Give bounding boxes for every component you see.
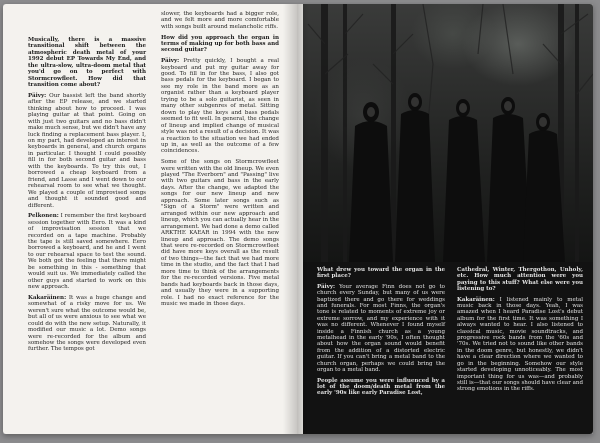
left-page-column-2: [161, 11, 279, 312]
speaker-name: Kakaräinen:: [28, 294, 67, 301]
speaker-name: Pelkonen:: [28, 213, 59, 220]
speaker-name: Kakaräinen:: [457, 296, 495, 303]
answer-text: Your average Finn does not go to church every Sunday, but many of us were baptized there and go there for weddings and funerals. For most Finns, the organ's tone is related to moments of extreme joy or extreme sorrow, and my experience with it was no different. Whenever I found myself inside a Finnish church as a young metalhead in the early '90s, I often thought about how the organ sound would benefit from the addition of a distorted electric guitar. If you can't bring a metal band to the church organ, perhaps we could bring the organ to a metal band.: [317, 283, 445, 374]
interview-answer: [28, 213, 146, 290]
speaker-name: Päivy:: [317, 283, 336, 290]
speaker-name: Päivy:: [161, 58, 180, 65]
interview-question: Cathedral, Winter, Thergothon, Unholy, etc. How much attention were you paying to this stuff? What else were you listening to?: [457, 267, 583, 293]
interview-answer: [161, 159, 279, 307]
interview-question: What drew you toward the organ in the first place?: [317, 267, 445, 280]
right-page-column-1: [317, 267, 445, 401]
left-page: [3, 4, 297, 434]
interview-question: How did you approach the organ in terms of making up for both bass and second guitar?: [161, 34, 279, 54]
answer-text: slower, the keyboards had a bigger role, and we felt more and more comfortable with songs built around melancholic riffs.: [161, 11, 279, 30]
answer-text: Pretty quickly, I bought a real keyboard and put my guitar away for good. To fill in for the bass, I also got bass pedals for the keyboard. I began to see my role in the band more as an organist rather than a keyboard player trying to be a solo guitarist, as seen in many other subgenres of metal. Sitting down to play the keys and bass pedals seemed to fit well. In general, the change of lineup and implied change of musical style was not a result of a decision. It was a reaction to the situation we had ended up in, as well as the outcome of a few coincidences.: [161, 58, 279, 155]
band-photo: [303, 4, 593, 262]
answer-text: It was a huge change and somewhat of a risky move for us. We weren't sure what the outcome would be, but all of us were anxious to see what we could do with the new setup. Naturally, it modified our music a lot. Demo songs were re-recorded for the album and somehow the songs were developed even further. The tempos got: [28, 294, 146, 353]
right-page-column-2: [457, 267, 583, 397]
left-page-column-1: [28, 37, 146, 357]
interview-question: People assume you were influenced by a lot of the doom/death metal from the early '90s like early Paradise Lost,: [317, 377, 445, 397]
answer-text: Our bassist left the band shortly after the EP release, and we started thinking about how to proceed. I was playing guitar at that point. Going on with just two guitars and no bass didn't make much sense, but we didn't have any luck finding a replacement bass player. I, on my part, had developed an interest in keyboards in general, and church organs in particular. I thought I could possibly fill in for both second guitar and bass with the keyboards. To try this out, I borrowed a cheap keyboard from a friend, and Lasse and I went down to our rehearsal room to see what we thought. We played a couple of improvised songs and thought it sounded good and different.: [28, 92, 146, 209]
interview-answer: [161, 11, 279, 30]
right-page: [297, 4, 593, 434]
answer-text: Some of the songs on Stormcrowfleet were written with the old lineup. We even played "The Everborn" and "Passing" live with two guitars and bass in the early days. After the change, we adapted the songs for our new lineup and new approach. Some later songs such as "Sign of a Storm" were written and arranged within our new approach and lineup, which you can actually hear in the arrangement. We had done a demo called ARKTHE KAEAR in 1994 with the new lineup and approach. The demo songs that were re-recorded on Stormcrowfleet did have more keys overall as the result of two things—the fact that we had more time in the studio, and the fact that I had more time to think of the arrangements for the re-recorded versions. Five metal bands had keyboards back in those days, and usually they were in a supporting role. I had no exact reference for the music we made in those days.: [161, 159, 279, 308]
dark-text-block: [303, 262, 593, 434]
magazine-spread: [3, 4, 593, 434]
interview-question: Musically, there is a massive transitional shift between the atmospheric death metal of your 1992 debut EP Towards My End, and the ultra-slow, ultra-doom metal that you'd go on to perfect with Stormcrowfleet. How did that transition come about?: [28, 37, 146, 89]
gutter-shadow: [297, 4, 309, 434]
interview-answer: [28, 295, 146, 353]
interview-answer: [317, 284, 445, 374]
interview-answer: [161, 58, 279, 155]
gutter-shadow: [283, 4, 297, 434]
interview-answer: [28, 93, 146, 209]
interview-answer: [457, 297, 583, 393]
band-photo-illustration: [303, 4, 593, 262]
answer-text: I remember the first keyboard session together with Eero. It was a kind of improvisation session that we recorded on a tape machine. Probably the tape is still saved somewhere. Eero borrowed a keyboard, and he and I went to our rehearsal space to test the sound. We both got the feeling that there might be something in this - something that would suit us. We immediately called the other guys and started to work on this new approach.: [28, 213, 146, 291]
answer-text: I listened mainly to metal music back in those days. Yeah, I was amazed when I heard Paradise Lost's debut album for the first time. It was something I always wanted to hear. I also listened to classical music, movie soundtracks, and progressive rock bands from the '60s and '70s. We tried not to sound like other bands in the doom genre, but honestly, we didn't have a clear direction where we wanted to go in the beginning. Somehow our style started developing unnoticeably. The most important thing for us was—and probably still is—that our songs should have clear and strong emotions in the riffs.: [457, 296, 583, 393]
speaker-name: Päivy:: [28, 92, 47, 99]
